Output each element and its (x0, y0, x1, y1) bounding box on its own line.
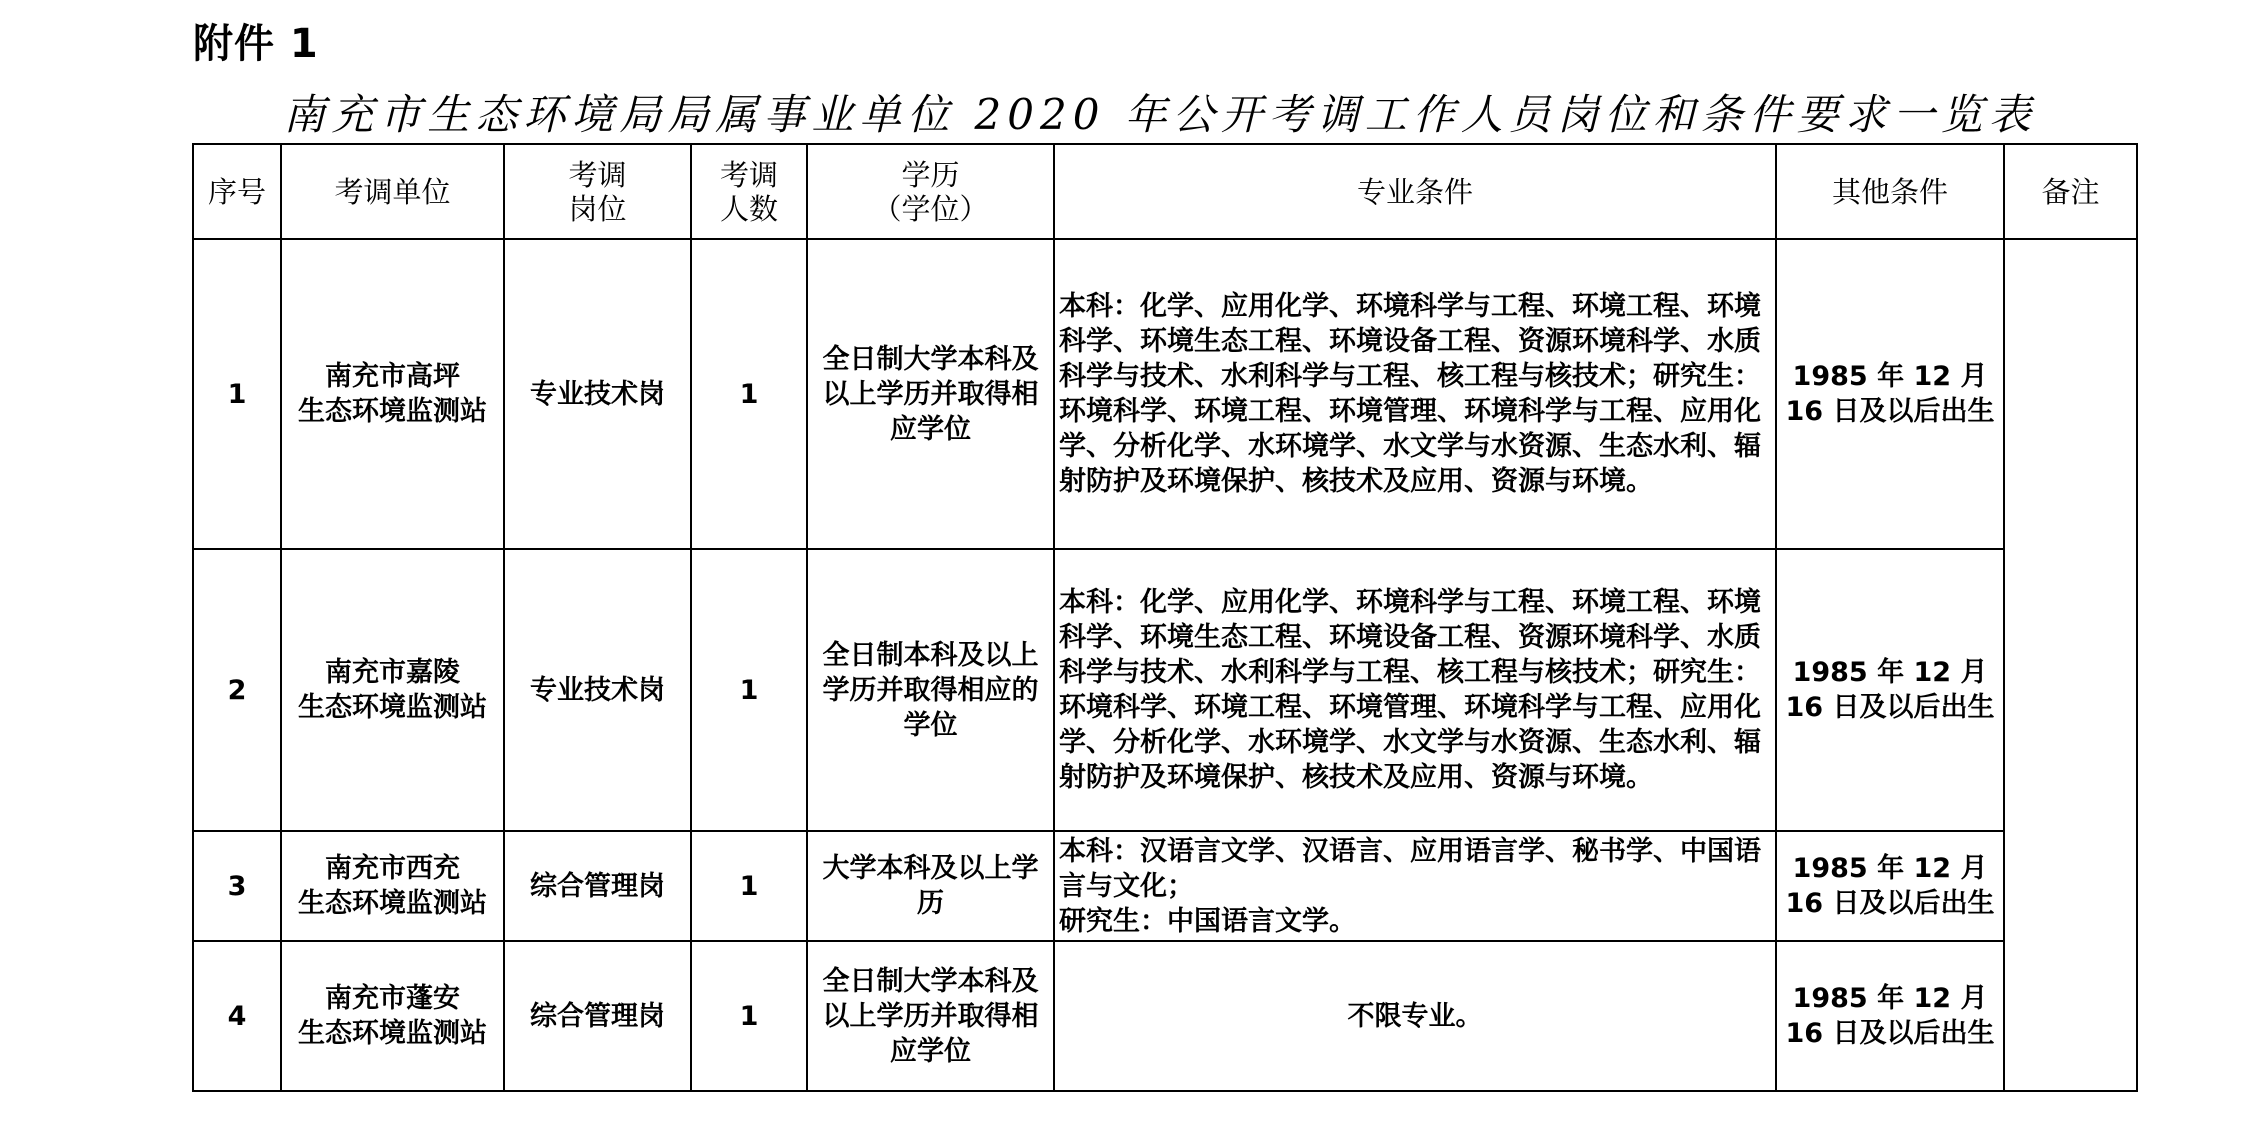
header-unit: 考调单位 (281, 144, 504, 239)
cell-other: 1985 年 12 月 16 日及以后出生 (1776, 831, 2004, 941)
cell-major: 不限专业。 (1054, 941, 1776, 1091)
header-major: 专业条件 (1054, 144, 1776, 239)
cell-no: 2 (193, 549, 281, 831)
header-remark: 备注 (2004, 144, 2137, 239)
cell-unit: 南充市嘉陵 生态环境监测站 (281, 549, 504, 831)
header-no: 序号 (193, 144, 281, 239)
cell-post: 综合管理岗 (504, 831, 691, 941)
table-header-row (193, 144, 2137, 239)
cell-count: 1 (691, 549, 807, 831)
document-title: 南充市生态环境局局属事业单位 2020 年公开考调工作人员岗位和条件要求一览表 (283, 90, 2037, 139)
header-education: 学历 （学位） (807, 144, 1054, 239)
cell-other: 1985 年 12 月 16 日及以后出生 (1776, 239, 2004, 549)
cell-post: 专业技术岗 (504, 239, 691, 549)
table-row (193, 941, 2137, 1091)
table-row (193, 549, 2137, 831)
table-row (193, 831, 2137, 941)
cell-unit: 南充市西充 生态环境监测站 (281, 831, 504, 941)
cell-unit: 南充市高坪 生态环境监测站 (281, 239, 504, 549)
positions-table (192, 143, 2138, 1092)
cell-other: 1985 年 12 月 16 日及以后出生 (1776, 941, 2004, 1091)
attachment-label: 附件 1 (193, 21, 319, 67)
cell-major: 本科：化学、应用化学、环境科学与工程、环境工程、环境科学、环境生态工程、环境设备工程、资源环境科学、水质科学与技术、水利科学与工程、核工程与核技术；研究生：环境科学、环境工程、环境管理、环境科学与工程、应用化学、分析化学、水环境学、水文学与水资源、生态水利、辐射防护及环境保护、核技术及应用、资源与环境。 (1054, 239, 1776, 549)
cell-no: 3 (193, 831, 281, 941)
cell-no: 1 (193, 239, 281, 549)
cell-major: 本科：汉语言文学、汉语言、应用语言学、秘书学、中国语言与文化； 研究生：中国语言文学。 (1054, 831, 1776, 941)
table-row (193, 239, 2137, 549)
cell-education: 全日制大学本科及以上学历并取得相应学位 (807, 941, 1054, 1091)
cell-remark (2004, 239, 2137, 1091)
cell-education: 全日制本科及以上学历并取得相应的学位 (807, 549, 1054, 831)
header-count: 考调 人数 (691, 144, 807, 239)
cell-post: 综合管理岗 (504, 941, 691, 1091)
cell-education: 全日制大学本科及以上学历并取得相应学位 (807, 239, 1054, 549)
cell-count: 1 (691, 831, 807, 941)
header-other: 其他条件 (1776, 144, 2004, 239)
cell-post: 专业技术岗 (504, 549, 691, 831)
cell-unit: 南充市蓬安 生态环境监测站 (281, 941, 504, 1091)
cell-count: 1 (691, 941, 807, 1091)
cell-other: 1985 年 12 月 16 日及以后出生 (1776, 549, 2004, 831)
cell-count: 1 (691, 239, 807, 549)
cell-no: 4 (193, 941, 281, 1091)
header-post: 考调 岗位 (504, 144, 691, 239)
cell-education: 大学本科及以上学历 (807, 831, 1054, 941)
cell-major: 本科：化学、应用化学、环境科学与工程、环境工程、环境科学、环境生态工程、环境设备工程、资源环境科学、水质科学与技术、水利科学与工程、核工程与核技术；研究生：环境科学、环境工程、环境管理、环境科学与工程、应用化学、分析化学、水环境学、水文学与水资源、生态水利、辐射防护及环境保护、核技术及应用、资源与环境。 (1054, 549, 1776, 831)
